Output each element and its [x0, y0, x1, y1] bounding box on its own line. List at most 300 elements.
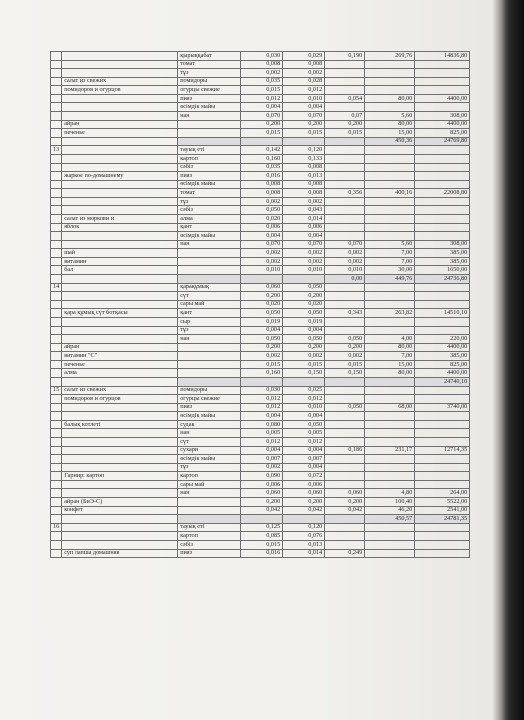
- row-number-cell: [51, 532, 62, 541]
- netto-cell: [283, 515, 325, 524]
- yield-cell: [325, 206, 365, 215]
- brutto-cell: 0,160: [241, 369, 283, 378]
- table-row: [51, 300, 470, 309]
- brutto-cell: 0,142: [241, 146, 283, 155]
- brutto-cell: 0,015: [241, 360, 283, 369]
- yield-cell: 0,002: [325, 352, 365, 361]
- sum-cell: [415, 223, 470, 232]
- netto-cell: 0,006: [283, 480, 325, 489]
- yield-cell: [325, 180, 365, 189]
- sum-cell: 825,00: [415, 129, 470, 138]
- subtotal-row: [51, 137, 470, 146]
- brutto-cell: 0,008: [241, 180, 283, 189]
- sum-cell: [415, 163, 470, 172]
- price-cell: [365, 103, 415, 112]
- brutto-cell: 0,004: [241, 232, 283, 241]
- brutto-cell: 0,060: [241, 489, 283, 498]
- yield-cell: 0,356: [325, 189, 365, 198]
- price-cell: 68,00: [365, 403, 415, 412]
- brutto-cell: 0,125: [241, 523, 283, 532]
- netto-cell: 0,050: [283, 309, 325, 318]
- brutto-cell: 0,200: [241, 498, 283, 507]
- dish-name-cell: [62, 532, 178, 541]
- sum-cell: [415, 197, 470, 206]
- ingredient-cell: сәбіз: [178, 163, 241, 172]
- price-cell: [365, 420, 415, 429]
- sum-cell: 4400,00: [415, 94, 470, 103]
- sum-cell: 220,00: [415, 335, 470, 344]
- brutto-cell: 0,035: [241, 163, 283, 172]
- ingredient-cell: нан: [178, 240, 241, 249]
- yield-cell: [325, 172, 365, 181]
- sum-cell: 24736,80: [415, 275, 470, 284]
- row-number-cell: [51, 232, 62, 241]
- table-row: [51, 103, 470, 112]
- table-row: [51, 369, 470, 378]
- table-row: [51, 172, 470, 181]
- yield-cell: 0,002: [325, 249, 365, 258]
- price-cell: [365, 429, 415, 438]
- yield-cell: [325, 137, 365, 146]
- brutto-cell: 0,010: [241, 266, 283, 275]
- ingredient-cell: алма: [178, 214, 241, 223]
- sum-cell: 24769,80: [415, 137, 470, 146]
- table-row: [51, 266, 470, 275]
- yield-cell: [325, 412, 365, 421]
- price-cell: [365, 386, 415, 395]
- sum-cell: 2541,00: [415, 506, 470, 515]
- row-number-cell: [51, 309, 62, 318]
- dish-name-cell: [62, 52, 178, 61]
- brutto-cell: 0,015: [241, 86, 283, 95]
- row-number-cell: [51, 137, 62, 146]
- sum-cell: [415, 232, 470, 241]
- table-row: [51, 335, 470, 344]
- ingredient-cell: қант: [178, 309, 241, 318]
- yield-cell: [325, 163, 365, 172]
- ingredient-cell: қарақұмық: [178, 283, 241, 292]
- ingredient-cell: сыр: [178, 317, 241, 326]
- yield-cell: 0,200: [325, 120, 365, 129]
- netto-cell: [283, 275, 325, 284]
- brutto-cell: 0,006: [241, 480, 283, 489]
- yield-cell: [325, 292, 365, 301]
- yield-cell: 0,190: [325, 52, 365, 61]
- price-cell: 263,82: [365, 309, 415, 318]
- sum-cell: [415, 412, 470, 421]
- table-row: [51, 86, 470, 95]
- netto-cell: 0,076: [283, 532, 325, 541]
- dish-name-cell: помидоров и огурцов: [62, 395, 178, 404]
- dish-name-cell: [62, 60, 178, 69]
- price-cell: [365, 206, 415, 215]
- yield-cell: [325, 472, 365, 481]
- dish-name-cell: [62, 146, 178, 155]
- brutto-cell: 0,020: [241, 214, 283, 223]
- netto-cell: 0,002: [283, 352, 325, 361]
- sum-cell: 12714,35: [415, 446, 470, 455]
- yield-cell: 0,186: [325, 446, 365, 455]
- sum-cell: [415, 540, 470, 549]
- price-cell: [365, 86, 415, 95]
- ingredient-cell: пияз: [178, 172, 241, 181]
- ingredient-cell: нан: [178, 489, 241, 498]
- netto-cell: 0,029: [283, 52, 325, 61]
- netto-cell: 0,025: [283, 386, 325, 395]
- ingredient-cell: [178, 506, 241, 515]
- brutto-cell: 0,002: [241, 352, 283, 361]
- row-number-cell: [51, 112, 62, 121]
- dish-name-cell: [62, 326, 178, 335]
- sum-cell: [415, 103, 470, 112]
- price-cell: 400,16: [365, 189, 415, 198]
- ingredient-cell: [178, 515, 241, 524]
- table-row: [51, 163, 470, 172]
- netto-cell: 0,010: [283, 403, 325, 412]
- price-cell: 7,00: [365, 257, 415, 266]
- row-number-cell: [51, 275, 62, 284]
- dish-name-cell: [62, 292, 178, 301]
- subtotal-row: [51, 377, 470, 386]
- ingredient-cell: пияз: [178, 549, 241, 558]
- yield-cell: 0,015: [325, 129, 365, 138]
- netto-cell: 0,042: [283, 506, 325, 515]
- brutto-cell: 0,035: [241, 77, 283, 86]
- brutto-cell: 0,085: [241, 532, 283, 541]
- ingredient-cell: [178, 266, 241, 275]
- ingredient-cell: [178, 129, 241, 138]
- netto-cell: 0,004: [283, 463, 325, 472]
- table-row: [51, 549, 470, 558]
- table-row: [51, 523, 470, 532]
- ingredient-cell: сары май: [178, 480, 241, 489]
- yield-cell: [325, 317, 365, 326]
- row-number-cell: [51, 214, 62, 223]
- row-number-cell: [51, 154, 62, 163]
- yield-cell: [325, 532, 365, 541]
- row-number-cell: [51, 103, 62, 112]
- table-row: [51, 77, 470, 86]
- yield-cell: [325, 429, 365, 438]
- brutto-cell: 0,008: [241, 189, 283, 198]
- yield-cell: [325, 515, 365, 524]
- row-number-cell: 16: [51, 523, 62, 532]
- table-row: [51, 249, 470, 258]
- price-cell: [365, 540, 415, 549]
- price-cell: 231,17: [365, 446, 415, 455]
- ingredient-cell: [178, 275, 241, 284]
- dish-name-cell: [62, 189, 178, 198]
- yield-cell: 0,060: [325, 489, 365, 498]
- row-number-cell: [51, 163, 62, 172]
- sum-cell: [415, 283, 470, 292]
- sum-cell: 308,00: [415, 112, 470, 121]
- ingredient-cell: өсімдік майы: [178, 180, 241, 189]
- brutto-cell: 0,070: [241, 112, 283, 121]
- netto-cell: 0,004: [283, 446, 325, 455]
- row-number-cell: [51, 326, 62, 335]
- row-number-cell: [51, 446, 62, 455]
- brutto-cell: 0,016: [241, 549, 283, 558]
- yield-cell: 0,200: [325, 343, 365, 352]
- yield-cell: [325, 283, 365, 292]
- ingredient-cell: огурцы свежие: [178, 86, 241, 95]
- sum-cell: [415, 317, 470, 326]
- row-number-cell: [51, 472, 62, 481]
- yield-cell: 0,002: [325, 257, 365, 266]
- yield-cell: 0,050: [325, 335, 365, 344]
- table-row: [51, 120, 470, 129]
- netto-cell: 0,012: [283, 438, 325, 447]
- sum-cell: [415, 429, 470, 438]
- ingredient-cell: сүт: [178, 292, 241, 301]
- dish-name-cell: айран: [62, 120, 178, 129]
- sum-cell: 825,00: [415, 360, 470, 369]
- dish-name-cell: [62, 240, 178, 249]
- yield-cell: [325, 300, 365, 309]
- netto-cell: 0,150: [283, 369, 325, 378]
- brutto-cell: 0,012: [241, 94, 283, 103]
- netto-cell: 0,070: [283, 240, 325, 249]
- price-cell: 4,80: [365, 489, 415, 498]
- brutto-cell: 0,012: [241, 438, 283, 447]
- brutto-cell: [241, 515, 283, 524]
- price-cell: 80,00: [365, 369, 415, 378]
- table-row: [51, 395, 470, 404]
- row-number-cell: [51, 317, 62, 326]
- ingredient-cell: [178, 498, 241, 507]
- yield-cell: [325, 232, 365, 241]
- price-cell: 15,00: [365, 360, 415, 369]
- yield-cell: 0,070: [325, 240, 365, 249]
- sum-cell: 4400,00: [415, 120, 470, 129]
- price-cell: 80,00: [365, 343, 415, 352]
- dish-name-cell: [62, 463, 178, 472]
- table-row: [51, 69, 470, 78]
- yield-cell: [325, 455, 365, 464]
- table-row: [51, 197, 470, 206]
- brutto-cell: 0,070: [241, 240, 283, 249]
- row-number-cell: [51, 60, 62, 69]
- brutto-cell: [241, 377, 283, 386]
- table-row: [51, 52, 470, 61]
- ingredient-cell: пияз: [178, 94, 241, 103]
- yield-cell: [325, 420, 365, 429]
- ingredient-cell: өсімдік майы: [178, 455, 241, 464]
- netto-cell: 0,060: [283, 489, 325, 498]
- ingredient-cell: сәбіз: [178, 540, 241, 549]
- price-cell: 4,00: [365, 335, 415, 344]
- brutto-cell: 0,020: [241, 300, 283, 309]
- price-cell: 5,60: [365, 112, 415, 121]
- price-cell: [365, 292, 415, 301]
- dish-name-cell: [62, 523, 178, 532]
- ingredient-cell: помидоры: [178, 386, 241, 395]
- netto-cell: 0,006: [283, 223, 325, 232]
- netto-cell: 0,050: [283, 283, 325, 292]
- ingredient-cell: [178, 343, 241, 352]
- netto-cell: 0,012: [283, 86, 325, 95]
- netto-cell: 0,120: [283, 146, 325, 155]
- row-number-cell: [51, 377, 62, 386]
- brutto-cell: 0,042: [241, 506, 283, 515]
- row-number-cell: [51, 172, 62, 181]
- dish-name-cell: [62, 515, 178, 524]
- yield-cell: 0,200: [325, 498, 365, 507]
- price-cell: 5,60: [365, 240, 415, 249]
- dish-name-cell: айран (БиЭ-С): [62, 498, 178, 507]
- table-row: [51, 343, 470, 352]
- price-cell: [365, 326, 415, 335]
- netto-cell: 0,002: [283, 69, 325, 78]
- netto-cell: 0,014: [283, 549, 325, 558]
- dish-name-cell: [62, 438, 178, 447]
- row-number-cell: [51, 480, 62, 489]
- ingredient-cell: картоп: [178, 472, 241, 481]
- dish-name-cell: яблок: [62, 223, 178, 232]
- dish-name-cell: [62, 300, 178, 309]
- brutto-cell: 0,004: [241, 326, 283, 335]
- ingredient-cell: нан: [178, 112, 241, 121]
- table-row: [51, 240, 470, 249]
- yield-cell: [325, 214, 365, 223]
- dish-name-cell: [62, 275, 178, 284]
- ingredient-cell: өсімдік майы: [178, 412, 241, 421]
- netto-cell: 0,043: [283, 206, 325, 215]
- yield-cell: 0,050: [325, 403, 365, 412]
- row-number-cell: 14: [51, 283, 62, 292]
- dish-name-cell: [62, 103, 178, 112]
- sum-cell: 4400,00: [415, 343, 470, 352]
- row-number-cell: [51, 120, 62, 129]
- price-cell: [365, 395, 415, 404]
- netto-cell: 0,012: [283, 395, 325, 404]
- price-cell: [365, 172, 415, 181]
- dish-name-cell: балық котлеті: [62, 420, 178, 429]
- dish-name-cell: печенье: [62, 360, 178, 369]
- sum-cell: 385,00: [415, 352, 470, 361]
- row-number-cell: [51, 52, 62, 61]
- sum-cell: [415, 386, 470, 395]
- netto-cell: 0,008: [283, 60, 325, 69]
- row-number-cell: [51, 412, 62, 421]
- sum-cell: [415, 146, 470, 155]
- table-row: [51, 94, 470, 103]
- row-number-cell: [51, 360, 62, 369]
- ingredient-cell: сәбіз: [178, 206, 241, 215]
- row-number-cell: [51, 223, 62, 232]
- row-number-cell: [51, 395, 62, 404]
- price-cell: [365, 463, 415, 472]
- ingredient-cell: өсімдік майы: [178, 103, 241, 112]
- table-row: [51, 206, 470, 215]
- table-row: [51, 446, 470, 455]
- price-cell: [365, 317, 415, 326]
- ingredient-cell: [178, 377, 241, 386]
- netto-cell: 0,015: [283, 129, 325, 138]
- sum-cell: 4400,00: [415, 369, 470, 378]
- yield-cell: [325, 438, 365, 447]
- price-cell: [365, 300, 415, 309]
- yield-cell: [325, 326, 365, 335]
- dish-name-cell: [62, 489, 178, 498]
- table-row: [51, 309, 470, 318]
- dish-name-cell: витамин: [62, 257, 178, 266]
- table-row: [51, 146, 470, 155]
- dish-name-cell: [62, 480, 178, 489]
- netto-cell: 0,007: [283, 455, 325, 464]
- ingredient-cell: нан: [178, 335, 241, 344]
- brutto-cell: 0,080: [241, 420, 283, 429]
- yield-cell: [325, 523, 365, 532]
- netto-cell: 0,004: [283, 326, 325, 335]
- netto-cell: [283, 137, 325, 146]
- dish-name-cell: жаркое по-домашнему: [62, 172, 178, 181]
- ingredient-cell: огурцы свежие: [178, 395, 241, 404]
- brutto-cell: 0,015: [241, 540, 283, 549]
- dish-name-cell: [62, 429, 178, 438]
- yield-cell: 0,150: [325, 369, 365, 378]
- table-row: [51, 352, 470, 361]
- row-number-cell: [51, 463, 62, 472]
- row-number-cell: [51, 266, 62, 275]
- netto-cell: 0,015: [283, 360, 325, 369]
- dish-name-cell: [62, 232, 178, 241]
- brutto-cell: 0,060: [241, 283, 283, 292]
- table-row: [51, 360, 470, 369]
- yield-cell: [325, 103, 365, 112]
- brutto-cell: 0,019: [241, 317, 283, 326]
- dish-name-cell: [62, 94, 178, 103]
- price-cell: [365, 438, 415, 447]
- brutto-cell: 0,200: [241, 120, 283, 129]
- sum-cell: [415, 480, 470, 489]
- sum-cell: [415, 523, 470, 532]
- ingredient-cell: тауық еті: [178, 523, 241, 532]
- price-cell: [365, 532, 415, 541]
- sum-cell: [415, 60, 470, 69]
- dish-name-cell: салат из свежих: [62, 386, 178, 395]
- sum-cell: 1650,00: [415, 266, 470, 275]
- sum-cell: [415, 292, 470, 301]
- netto-cell: 0,200: [283, 343, 325, 352]
- table-row: [51, 326, 470, 335]
- table-row: [51, 429, 470, 438]
- sum-cell: 22008,80: [415, 189, 470, 198]
- dish-name-cell: конфет: [62, 506, 178, 515]
- sum-cell: [415, 69, 470, 78]
- yield-cell: [325, 223, 365, 232]
- sum-cell: [415, 180, 470, 189]
- table-row: [51, 438, 470, 447]
- brutto-cell: 0,030: [241, 386, 283, 395]
- table-row: [51, 317, 470, 326]
- price-cell: [365, 480, 415, 489]
- dish-name-cell: салат из свежих: [62, 77, 178, 86]
- table-row: [51, 292, 470, 301]
- yield-cell: [325, 86, 365, 95]
- menu-cost-table: [50, 51, 470, 558]
- ingredient-cell: тұз: [178, 463, 241, 472]
- price-cell: [365, 223, 415, 232]
- netto-cell: 0,120: [283, 523, 325, 532]
- dish-name-cell: [62, 446, 178, 455]
- menu-cost-table-body: [51, 52, 470, 558]
- sum-cell: 385,00: [415, 257, 470, 266]
- dish-name-cell: помидоров и огурцов: [62, 86, 178, 95]
- sum-cell: [415, 214, 470, 223]
- table-row: [51, 214, 470, 223]
